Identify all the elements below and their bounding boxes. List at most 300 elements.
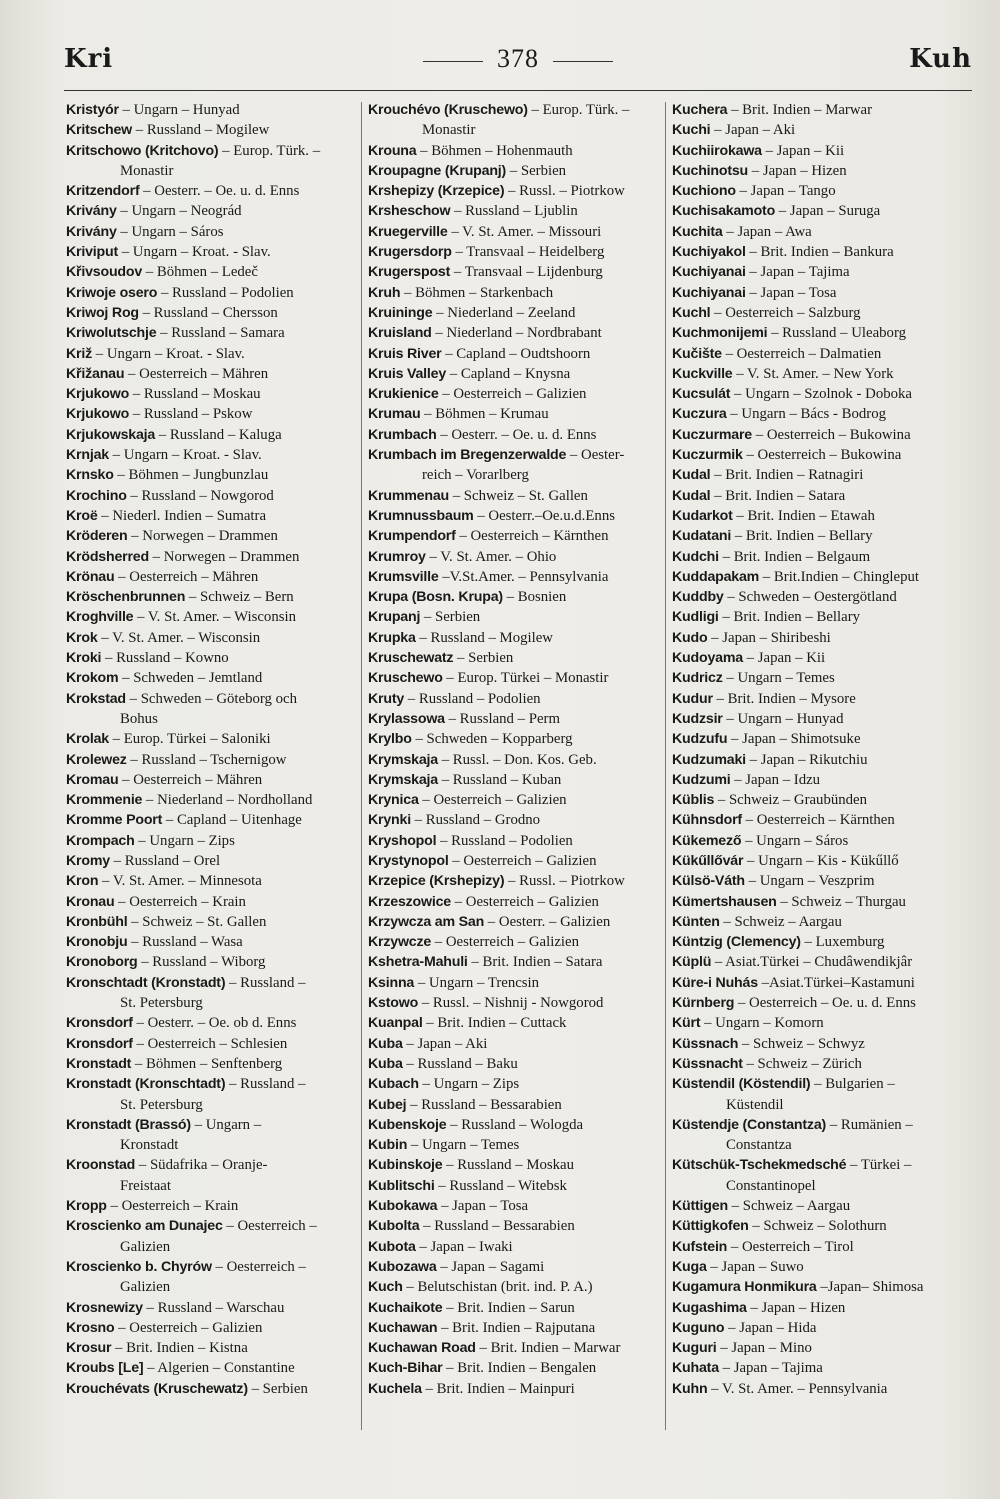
entry-headword: Krnsko xyxy=(66,467,114,484)
entry-headword: Kubach xyxy=(368,1076,419,1093)
gazetteer-entry xyxy=(64,831,362,851)
entry-location: – Japan – Aki xyxy=(406,1035,488,1052)
entry-continuation: Monastir xyxy=(120,162,174,179)
entry-location: – Japan – Hizen xyxy=(751,162,847,179)
entry-headword: Küplü xyxy=(672,954,712,971)
entry-location: – Schweiz – Solothurn xyxy=(752,1218,887,1235)
entry-location: – Schweiz – Thurgau xyxy=(780,893,906,910)
entry-location: – Schweden – Kopparberg xyxy=(415,731,573,748)
entry-continuation: Galizien xyxy=(120,1238,171,1255)
gazetteer-entry xyxy=(64,1013,362,1033)
entry-location: – Türkei – xyxy=(850,1157,912,1174)
gazetteer-entry xyxy=(366,952,664,972)
entry-headword: Krugerspost xyxy=(368,264,451,281)
entry-headword: Kugashima xyxy=(672,1299,747,1316)
entry-headword: Krumsville xyxy=(368,568,439,585)
entry-location: – Böhmen – Ledeč xyxy=(145,264,258,281)
gazetteer-entry xyxy=(670,993,968,1013)
entry-headword: Krynki xyxy=(368,812,411,829)
gazetteer-entry xyxy=(64,506,362,526)
entry-location: – Ungarn – Kroat. - Slav. xyxy=(112,447,262,464)
entry-location: – Japan – Idzu xyxy=(734,771,821,788)
gazetteer-entry xyxy=(366,181,664,201)
entry-location: – Ungarn – Sáros xyxy=(120,223,224,240)
gazetteer-entry xyxy=(64,1298,362,1318)
entry-location: – Russland – Moskau xyxy=(132,386,261,403)
entry-location: – Russland – Tschernigow xyxy=(130,751,287,768)
entry-location: – Russland – Wologda xyxy=(450,1116,584,1133)
entry-headword: Kubenskoje xyxy=(368,1116,447,1133)
entry-location: – Oesterr.–Oe.u.d.Enns xyxy=(477,507,615,524)
entry-location: – Oesterreich – Krain xyxy=(118,893,246,910)
gazetteer-entry xyxy=(64,1318,362,1338)
entry-location: – Ungarn – Neográd xyxy=(120,203,242,220)
column-divider-2 xyxy=(665,102,666,1430)
entry-location: – Schweden – Göteborg och xyxy=(129,690,297,707)
gazetteer-entry xyxy=(670,1115,968,1156)
entry-location: – Oesterreich – Mähren xyxy=(122,771,263,788)
entry-location: – Brit. Indien – Ratnagiri xyxy=(714,467,864,484)
entry-location: – Brit. Indien – Marwar xyxy=(479,1340,621,1357)
entry-location: – Brit. Indien – Bellary xyxy=(722,609,861,626)
gazetteer-entry xyxy=(670,607,968,627)
entry-location: – Oesterreich – Galizien xyxy=(442,386,587,403)
entry-headword: Krystynopol xyxy=(368,852,449,869)
entry-location: – Böhmen – Hohenmauth xyxy=(420,142,573,159)
gazetteer-entry xyxy=(670,892,968,912)
entry-location: – Russland – xyxy=(229,974,306,991)
entry-location: – Schweden – Oestergötland xyxy=(727,589,897,606)
gazetteer-entry xyxy=(366,1358,664,1378)
entry-headword: Kronstadt xyxy=(66,1055,132,1072)
entry-location: – Russland – Nowgorod xyxy=(130,487,274,504)
entry-headword: Krzepice (Krshepizy) xyxy=(368,873,505,890)
entry-headword: Kuchiyanai xyxy=(672,264,746,281)
entry-headword: Krouna xyxy=(368,142,417,159)
entry-location: – Japan – Sagami xyxy=(440,1258,545,1275)
entry-location: – Transvaal – Lijdenburg xyxy=(453,264,603,281)
gazetteer-entry xyxy=(366,851,664,871)
entry-headword: Kronobju xyxy=(66,934,128,951)
gazetteer-entry xyxy=(670,1216,968,1236)
entry-continuation: Küstendil xyxy=(726,1096,784,1113)
entry-headword: Kümertshausen xyxy=(672,893,777,910)
gazetteer-entry xyxy=(366,425,664,445)
gazetteer-entry xyxy=(366,364,664,384)
entry-headword: Kuczura xyxy=(672,406,727,423)
entry-location: – Ungarn – Veszprim xyxy=(748,873,875,890)
entry-location: – Oesterr. – Oe. u. d. Enns xyxy=(143,183,300,200)
entry-headword: Krumroy xyxy=(368,548,426,565)
entry-location: – Niederland – Nordholland xyxy=(145,792,313,809)
entry-headword: Kronau xyxy=(66,893,115,910)
gazetteer-entry xyxy=(366,506,664,526)
gazetteer-entry xyxy=(366,668,664,688)
gazetteer-entry xyxy=(64,668,362,688)
entry-location: – Rumänien – xyxy=(829,1116,913,1133)
gazetteer-entry xyxy=(670,242,968,262)
entry-headword: Krönau xyxy=(66,568,115,585)
gazetteer-entry xyxy=(64,141,362,182)
entry-headword: Krokom xyxy=(66,670,119,687)
entry-headword: Kritschowo (Kritchovo) xyxy=(66,142,219,159)
gazetteer-entry xyxy=(64,1155,362,1196)
column-divider-1 xyxy=(361,102,362,1430)
entry-headword: Kroghville xyxy=(66,609,134,626)
gazetteer-entry xyxy=(366,1216,664,1236)
gazetteer-entry xyxy=(670,364,968,384)
entry-location: – Brit. Indien – Kistna xyxy=(115,1340,248,1357)
entry-headword: Kruis River xyxy=(368,345,442,362)
entry-headword: Krymskaja xyxy=(368,771,438,788)
entry-location: – Russland – Warschau xyxy=(146,1299,285,1316)
entry-location: – Schweiz – Aargau xyxy=(731,1198,851,1215)
entry-headword: Krnjak xyxy=(66,447,109,464)
gazetteer-entry xyxy=(670,384,968,404)
entry-location: – Oesterr. – Oe. ob d. Enns xyxy=(136,1015,297,1032)
entry-location: – Belutschistan (brit. ind. P. A.) xyxy=(406,1279,593,1296)
entry-location: – Oesterreich – Galizien xyxy=(118,1319,263,1336)
gazetteer-entry xyxy=(366,1298,664,1318)
gazetteer-entry xyxy=(366,1379,664,1399)
gazetteer-entry xyxy=(366,201,664,221)
gazetteer-entry xyxy=(670,344,968,364)
gazetteer-entry xyxy=(670,567,968,587)
entry-location: – Russland – Witebsk xyxy=(438,1177,567,1194)
gazetteer-entry xyxy=(670,425,968,445)
entry-location: –V.St.Amer. – Pennsylvania xyxy=(442,568,609,585)
gazetteer-entry xyxy=(64,201,362,221)
entry-headword: Kubokawa xyxy=(368,1198,438,1215)
entry-location: – Ungarn – xyxy=(194,1116,262,1133)
entry-location: – Russland – Samara xyxy=(160,325,285,342)
entry-location: – Japan – Shiribeshi xyxy=(711,629,831,646)
entry-headword: Kuchisakamoto xyxy=(672,203,776,220)
gazetteer-entry xyxy=(670,1034,968,1054)
gazetteer-entry xyxy=(64,262,362,282)
entry-headword: Kuch xyxy=(368,1279,403,1296)
entry-continuation: Constantinopel xyxy=(726,1177,816,1194)
entry-location: – V. St. Amer. – Pennsylvania xyxy=(711,1380,888,1397)
entry-headword: Küre-i Nuhás xyxy=(672,974,758,991)
gazetteer-entry xyxy=(670,871,968,891)
entry-headword: Kruschewatz xyxy=(368,650,454,667)
gazetteer-entry xyxy=(366,283,664,303)
entry-headword: Küntzig (Clemency) xyxy=(672,934,801,951)
gazetteer-entry xyxy=(670,506,968,526)
entry-location: – Brit.Indien – Chingleput xyxy=(762,568,919,585)
entry-headword: Kudarkot xyxy=(672,507,733,524)
entry-location: – Russl. – Nishnij - Nowgorod xyxy=(421,995,604,1012)
entry-location: – V. St. Amer. – Missouri xyxy=(451,223,602,240)
gazetteer-entry xyxy=(366,303,664,323)
column-1 xyxy=(64,100,362,1430)
entry-location: – Bosnien xyxy=(506,589,567,606)
entry-location: – Schweden – Jemtland xyxy=(122,670,263,687)
entry-headword: Kroki xyxy=(66,650,102,667)
gazetteer-entry xyxy=(64,344,362,364)
entry-headword: Kuchawan xyxy=(368,1319,438,1336)
entry-headword: Kucsulát xyxy=(672,386,731,403)
entry-headword: Kuhn xyxy=(672,1380,708,1397)
gazetteer-entry xyxy=(670,323,968,343)
entry-headword: Külsö-Váth xyxy=(672,873,745,890)
entry-location: – Niederland – Zeeland xyxy=(436,304,576,321)
gazetteer-entry xyxy=(366,161,664,181)
gazetteer-entry xyxy=(670,1379,968,1399)
gazetteer-entry xyxy=(366,831,664,851)
entry-location: – Russland – Mogilew xyxy=(135,122,270,139)
entry-location: – Ungarn – Temes xyxy=(726,670,835,687)
entry-headword: Krylassowa xyxy=(368,710,445,727)
gazetteer-entry xyxy=(366,262,664,282)
entry-headword: Kükűllővár xyxy=(672,852,744,869)
entry-location: – Russland – Baku xyxy=(406,1055,518,1072)
gazetteer-entry xyxy=(366,344,664,364)
entry-location: – Russland – Kowno xyxy=(104,650,229,667)
gazetteer-entry xyxy=(64,1054,362,1074)
entry-location: – Oesterr. – Oe. u. d. Enns xyxy=(440,426,597,443)
gazetteer-entry xyxy=(670,1318,968,1338)
gazetteer-entry xyxy=(366,1074,664,1094)
gazetteer-entry xyxy=(64,587,362,607)
entry-headword: Kröschenbrunnen xyxy=(66,589,186,606)
entry-headword: Krugersdorp xyxy=(368,244,452,261)
entry-headword: Kudzumaki xyxy=(672,751,746,768)
gazetteer-entry xyxy=(670,547,968,567)
gazetteer-entry xyxy=(64,486,362,506)
entry-location: – Transvaal – Heidelberg xyxy=(455,244,605,261)
entry-continuation: Kronstadt xyxy=(120,1137,179,1154)
entry-location: – Russland – Podolien xyxy=(440,832,573,849)
entry-headword: Kudal xyxy=(672,487,711,504)
gazetteer-entry xyxy=(366,1115,664,1135)
entry-location: – Oesterreich – Galizien xyxy=(422,792,567,809)
entry-location: – Norwegen – Drammen xyxy=(131,528,278,545)
entry-location: – Europ. Türk. – xyxy=(222,142,321,159)
entry-headword: Kudur xyxy=(672,690,713,707)
entry-headword: Kükemező xyxy=(672,832,742,849)
entry-location: – Oesterreich – xyxy=(226,1218,317,1235)
entry-headword: Kronstadt (Brassó) xyxy=(66,1116,191,1133)
entry-headword: Kudo xyxy=(672,629,708,646)
gazetteer-entry xyxy=(670,810,968,830)
entry-headword: Kublitschi xyxy=(368,1177,435,1194)
gazetteer-entry xyxy=(670,851,968,871)
entry-continuation: Constantza xyxy=(726,1137,792,1154)
entry-headword: Kuddapakam xyxy=(672,568,760,585)
gazetteer-entry xyxy=(64,912,362,932)
entry-location: – Schweiz – St. Gallen xyxy=(131,913,267,930)
entry-headword: Křivsoudov xyxy=(66,264,143,281)
gazetteer-entry xyxy=(366,1277,664,1297)
gazetteer-entry xyxy=(64,222,362,242)
entry-headword: Krompach xyxy=(66,832,135,849)
entry-location: – Schweiz – St. Gallen xyxy=(452,487,588,504)
entry-headword: Küstendje (Constantza) xyxy=(672,1116,827,1133)
gazetteer-entry xyxy=(670,1338,968,1358)
entry-location: – Oesterreich – Bukowina xyxy=(755,426,911,443)
gazetteer-entry xyxy=(366,567,664,587)
entry-location: – Russland – Wasa xyxy=(131,934,243,951)
entry-headword: Krouchévats (Kruschewatz) xyxy=(66,1380,248,1397)
entry-headword: Kufstein xyxy=(672,1238,728,1255)
entry-headword: Kudal xyxy=(672,467,711,484)
gazetteer-entry xyxy=(366,892,664,912)
gazetteer-entry xyxy=(670,831,968,851)
gazetteer-entry xyxy=(64,547,362,567)
gazetteer-entry xyxy=(64,750,362,770)
entry-location: – Russland – Kaluga xyxy=(158,426,282,443)
gazetteer-entry xyxy=(366,1318,664,1338)
entry-headword: Krumnussbaum xyxy=(368,507,474,524)
entry-location: – Russland – Perm xyxy=(448,710,560,727)
entry-location: – V. St. Amer. – Minnesota xyxy=(102,873,262,890)
entry-headword: Kudricz xyxy=(672,670,723,687)
gazetteer-entry xyxy=(64,1358,362,1378)
gazetteer-entry xyxy=(670,1074,968,1115)
entry-location: – Oesterreich – Mähren xyxy=(128,365,269,382)
entry-headword: Kriwoje osero xyxy=(66,284,158,301)
entry-location: – Japan – Rikutchiu xyxy=(749,751,868,768)
gazetteer-entry xyxy=(670,262,968,282)
gazetteer-entry xyxy=(64,283,362,303)
entry-location: – Brit. Indien – Mysore xyxy=(716,690,856,707)
entry-location: – Japan – Aki xyxy=(714,122,796,139)
gazetteer-entry xyxy=(64,1379,362,1399)
entry-location: – Brit. Indien – Marwar xyxy=(731,102,873,118)
entry-headword: Kronsdorf xyxy=(66,1015,133,1032)
entry-location: – Oesterreich – Tirol xyxy=(730,1238,854,1255)
entry-location: – Japan – Shimotsuke xyxy=(731,731,861,748)
entry-continuation: Galizien xyxy=(120,1279,171,1296)
gazetteer-entry xyxy=(670,1257,968,1277)
entry-headword: Kühnsdorf xyxy=(672,812,742,829)
entry-headword: Kromy xyxy=(66,852,110,869)
entry-location: – Russland – Podolien xyxy=(407,690,541,707)
entry-headword: Kröderen xyxy=(66,528,128,545)
gazetteer-entry xyxy=(366,607,664,627)
entry-headword: Križ xyxy=(66,345,93,362)
entry-location: – Brit. Indien – Bellary xyxy=(734,528,873,545)
entry-location: – Ungarn – Szolnok - Doboka xyxy=(734,386,912,403)
gazetteer-entry xyxy=(670,729,968,749)
entry-headword: Krymskaja xyxy=(368,751,438,768)
entry-location: – Japan – Iwaki xyxy=(419,1238,513,1255)
entry-headword: Krupka xyxy=(368,629,416,646)
gazetteer-entry xyxy=(64,303,362,323)
gazetteer-entry xyxy=(670,689,968,709)
gazetteer-entry xyxy=(366,790,664,810)
entry-headword: Kučište xyxy=(672,345,722,362)
entry-location: – Brit. Indien – Mainpuri xyxy=(425,1380,575,1397)
gazetteer-entry xyxy=(366,1095,664,1115)
entry-headword: Kuguri xyxy=(672,1340,717,1357)
gazetteer-entry xyxy=(64,790,362,810)
gazetteer-entry xyxy=(670,932,968,952)
gazetteer-entry xyxy=(366,648,664,668)
entry-location: – Japan – Tango xyxy=(739,183,836,200)
entry-location: – Japan – Tosa xyxy=(749,284,837,301)
gazetteer-entry xyxy=(64,384,362,404)
gazetteer-entry xyxy=(670,445,968,465)
entry-location: – Japan – Hida xyxy=(728,1319,817,1336)
entry-headword: Kruty xyxy=(368,690,405,707)
gazetteer-entry xyxy=(64,181,362,201)
gazetteer-entry xyxy=(670,201,968,221)
gazetteer-entry xyxy=(366,1176,664,1196)
gazetteer-entry xyxy=(366,1034,664,1054)
column-3 xyxy=(670,100,968,1430)
entry-headword: Kuga xyxy=(672,1258,707,1275)
gazetteer-entry xyxy=(366,587,664,607)
entry-headword: Krukienice xyxy=(368,386,439,403)
entry-location: – Russland – Pskow xyxy=(132,406,253,423)
entry-headword: Kroscienko b. Chyrów xyxy=(66,1258,212,1275)
entry-location: – Serbien xyxy=(423,609,481,626)
entry-location: – Ungarn – Zips xyxy=(138,832,235,849)
gazetteer-entry xyxy=(366,547,664,567)
entry-headword: Kudatani xyxy=(672,528,732,545)
entry-headword: Kürt xyxy=(672,1015,701,1032)
entry-headword: Kuchinotsu xyxy=(672,162,749,179)
entry-headword: Kriwolutschje xyxy=(66,325,157,342)
entry-headword: Kütschük-Tschekmedsché xyxy=(672,1157,847,1174)
entry-headword: Kugamura Honmikura xyxy=(672,1279,817,1296)
gazetteer-entry xyxy=(366,1196,664,1216)
gazetteer-entry xyxy=(64,729,362,749)
entry-location: – Ungarn – Zips xyxy=(422,1076,520,1093)
gazetteer-entry xyxy=(64,770,362,790)
page-number-container xyxy=(64,44,972,74)
gazetteer-entry xyxy=(366,912,664,932)
entry-headword: Kristyór xyxy=(66,102,119,118)
entry-location: – Brit. Indien – Sarun xyxy=(446,1299,575,1316)
entry-headword: Kruininge xyxy=(368,304,433,321)
entry-location: – Oesterreich – Kärnthen xyxy=(745,812,895,829)
entry-headword: Kuba xyxy=(368,1035,403,1052)
entry-location: – Russl. – Piotrkow xyxy=(508,183,625,200)
entry-location: – Oesterreich – Galizien xyxy=(454,893,599,910)
entry-continuation: reich – Vorarlberg xyxy=(422,467,529,484)
entry-location: – Russland – Uleaborg xyxy=(771,325,907,342)
gazetteer-entry xyxy=(366,404,664,424)
entry-headword: Kuchaikote xyxy=(368,1299,443,1316)
entry-headword: Kronbühl xyxy=(66,913,128,930)
entry-headword: Krumbach im Bregenzerwalde xyxy=(368,447,567,464)
gazetteer-entry xyxy=(64,120,362,140)
gazetteer-entry xyxy=(366,445,664,486)
gazetteer-entry xyxy=(366,871,664,891)
gazetteer-entry xyxy=(64,1115,362,1156)
entry-headword: Kron xyxy=(66,873,99,890)
header-dash-right xyxy=(553,61,613,62)
entry-location: – Ungarn – Trencsin xyxy=(417,974,540,991)
entry-headword: Kudligi xyxy=(672,609,719,626)
entry-location: –Asiat.Türkei–Kastamuni xyxy=(761,974,915,991)
entry-location: – V. St. Amer. – Ohio xyxy=(429,548,557,565)
gazetteer-entry xyxy=(366,932,664,952)
entry-location: – Schweiz – Bern xyxy=(188,589,294,606)
entry-location: – Capland – Uitenhage xyxy=(165,812,302,829)
entry-headword: Krjukowo xyxy=(66,406,130,423)
entry-headword: Kromme Poort xyxy=(66,812,163,829)
entry-headword: Kuddby xyxy=(672,589,724,606)
entry-headword: Kryshopol xyxy=(368,832,437,849)
gazetteer-entry xyxy=(670,587,968,607)
entry-location: – Brit. Indien – Satara xyxy=(714,487,846,504)
entry-location: – V. St. Amer. – Wisconsin xyxy=(137,609,296,626)
